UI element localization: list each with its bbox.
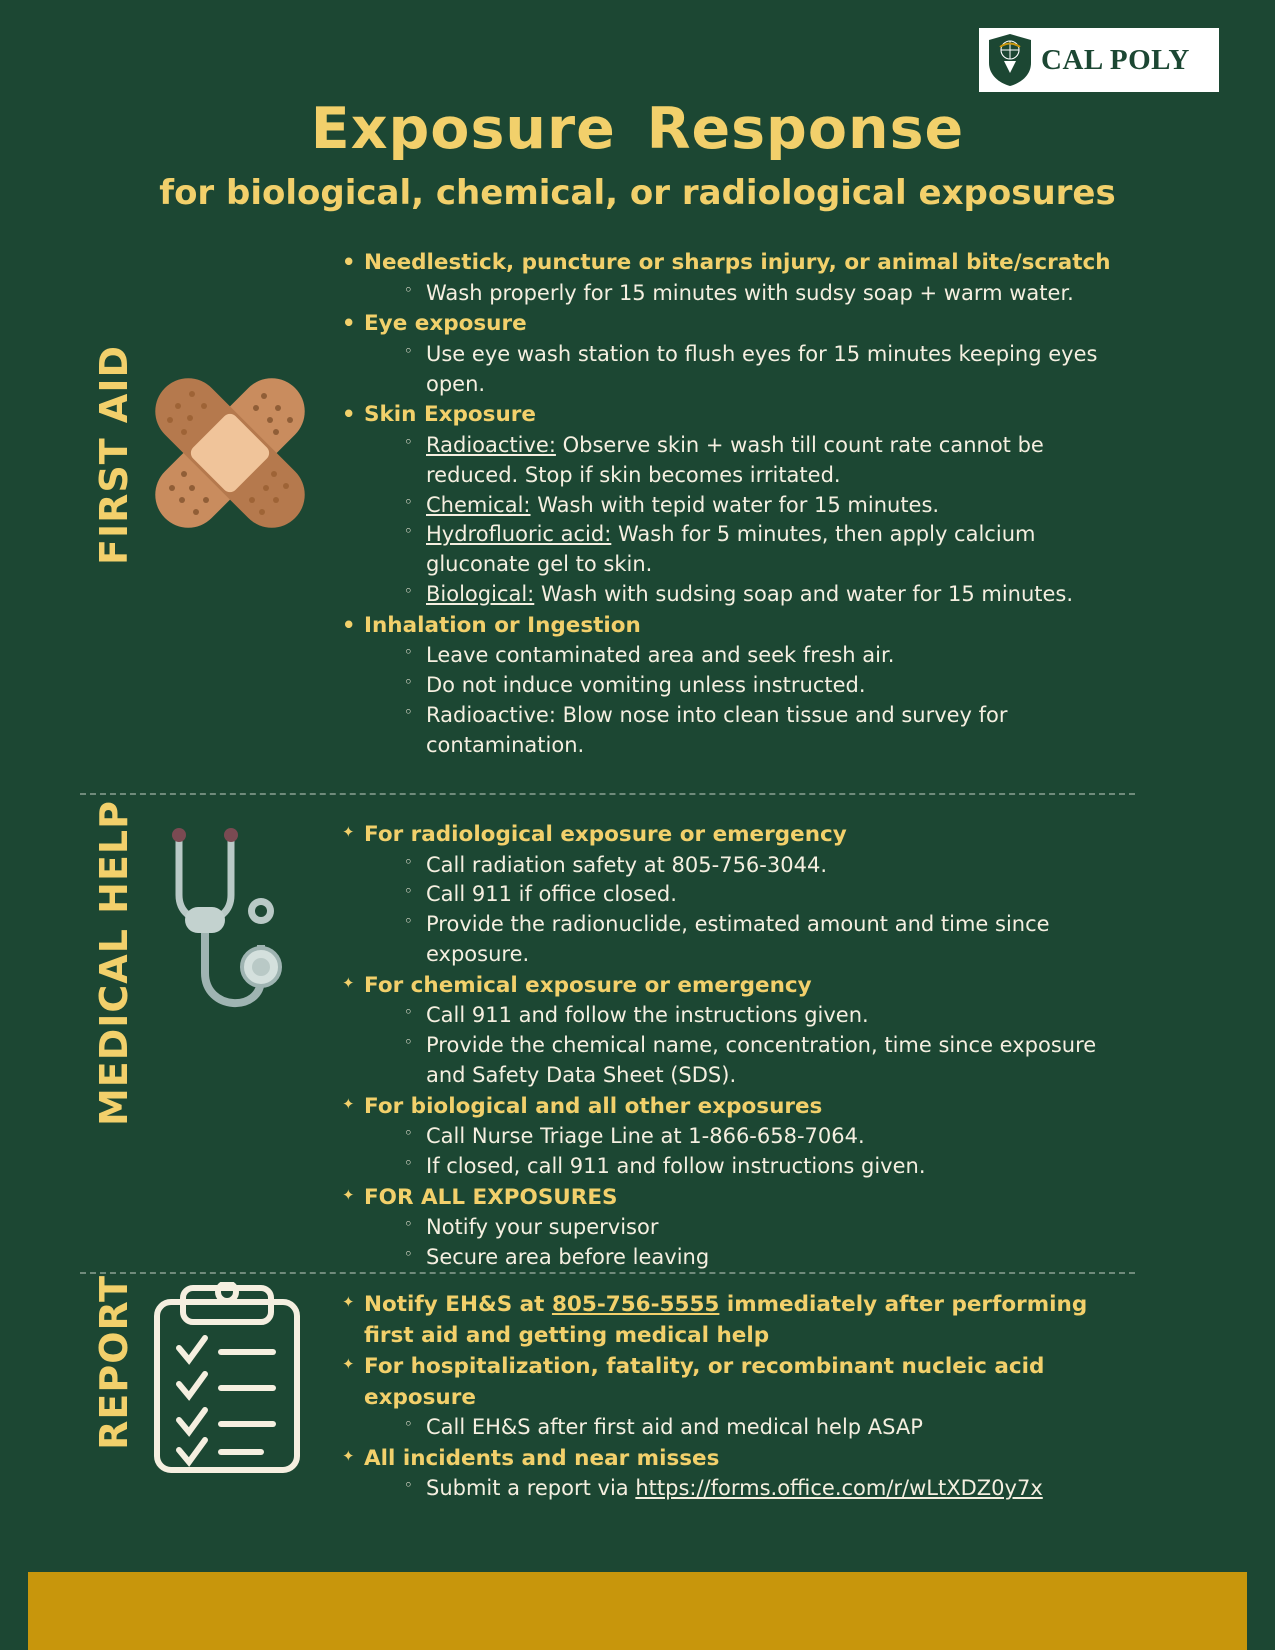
list-item-label: Eye exposure: [364, 311, 527, 337]
emphasis-label: Chemical:: [426, 492, 531, 517]
list-item-label: For chemical exposure or emergency: [364, 972, 812, 998]
circle-bullet-icon: ◦: [404, 1003, 413, 1022]
bullet-icon: •: [342, 612, 356, 637]
bullet-icon: •: [342, 311, 356, 336]
list-item: [396, 1122, 1126, 1152]
list-item: [396, 851, 1126, 881]
report-form-link[interactable]: https://forms.office.com/r/wLtXDZ0y7x: [635, 1476, 1043, 1501]
circle-bullet-icon: ◦: [404, 582, 413, 601]
list-item-label: Call 911 and follow the instructions given.: [426, 1003, 869, 1028]
list-item: [396, 1413, 1126, 1443]
list-item: [396, 701, 1126, 761]
cal-poly-logo: [979, 28, 1219, 92]
list-item-label: Wash with sudsing soap and water for 15 minutes.: [534, 582, 1074, 607]
list-item: [336, 1183, 1126, 1273]
list-item-label: All incidents and near misses: [364, 1445, 720, 1471]
list-item-label: Notify EH&S at: [364, 1292, 552, 1317]
list-item: [396, 1213, 1126, 1243]
list-item: [336, 1444, 1126, 1504]
page-subtitle: for biological, chemical, or radiological exposures: [159, 173, 1116, 213]
list-item-label: Call Nurse Triage Line at 1-866-658-7064.: [426, 1124, 865, 1149]
circle-bullet-icon: ◦: [404, 673, 413, 692]
list-item-label: Radioactive: Blow nose into clean tissue and survey for contamination.: [426, 703, 1008, 757]
circle-bullet-icon: ◦: [404, 341, 413, 360]
bandage-icon: [140, 358, 320, 552]
diamond-bullet-icon: ✦: [342, 973, 355, 992]
list-item: [336, 1352, 1126, 1443]
list-item: [336, 820, 1126, 970]
diamond-bullet-icon: ✦: [342, 1094, 355, 1113]
list-item-label: Provide the chemical name, concentration, time since exposure and Safety Data Sheet (SDS).: [426, 1033, 1097, 1087]
list-item-label: Observe skin + wash till count rate cannot be reduced. Stop if skin becomes irritated.: [426, 432, 1044, 487]
circle-bullet-icon: ◦: [404, 1415, 413, 1434]
list-item: [396, 279, 1126, 309]
circle-bullet-icon: ◦: [404, 852, 413, 871]
circle-bullet-icon: ◦: [404, 1154, 413, 1173]
circle-bullet-icon: ◦: [404, 882, 413, 901]
diamond-bullet-icon: ✦: [342, 823, 355, 841]
list-item-label: For radiological exposure or emergency: [364, 822, 847, 847]
list-item-label: Notify your supervisor: [426, 1215, 659, 1240]
medical-help-list: [336, 820, 1126, 1273]
list-item-label: Secure area before leaving: [426, 1245, 710, 1270]
list-item-label: Wash with tepid water for 15 minutes.: [530, 492, 940, 517]
list-item-label: For hospitalization, fatality, or recombinant nucleic acid exposure: [364, 1354, 1045, 1410]
list-item: [396, 1474, 1126, 1504]
report-content: [336, 1290, 1126, 1505]
list-item: [396, 1001, 1126, 1031]
emphasis-label: Radioactive:: [426, 432, 556, 457]
diamond-bullet-icon: ✦: [342, 1293, 355, 1311]
emphasis-label: Hydrofluoric acid:: [426, 522, 612, 547]
list-item-label: Provide the radionuclide, estimated amount and time since exposure.: [426, 912, 1050, 966]
list-item-label: Submit a report via: [426, 1476, 636, 1501]
list-item: [336, 1290, 1126, 1351]
emphasis-label: Biological:: [426, 582, 535, 607]
clipboard-icon: [143, 1282, 313, 1486]
circle-bullet-icon: ◦: [404, 432, 413, 451]
list-item-label: Needlestick, puncture or sharps injury, or animal bite/scratch: [364, 250, 1111, 275]
list-item: [396, 1243, 1126, 1273]
bottom-accent-bar: [28, 1572, 1247, 1650]
list-item-label: FOR ALL EXPOSURES: [364, 1184, 618, 1210]
list-item: [336, 971, 1126, 1091]
circle-bullet-icon: ◦: [404, 1245, 413, 1264]
list-item-label: Inhalation or Ingestion: [364, 612, 641, 638]
list-item: [396, 671, 1126, 701]
diamond-bullet-icon: ✦: [342, 1355, 355, 1374]
first-aid-content: [336, 248, 1126, 762]
list-item: [336, 611, 1126, 761]
circle-bullet-icon: ◦: [404, 1476, 413, 1495]
list-item-label: Use eye wash station to flush eyes for 15 minutes keeping eyes open.: [426, 341, 1098, 396]
list-item-label: For biological and all other exposures: [364, 1093, 823, 1119]
list-item: [336, 309, 1126, 399]
bullet-icon: •: [342, 402, 356, 427]
list-item-label: Skin Exposure: [364, 402, 536, 428]
diamond-bullet-icon: ✦: [342, 1446, 355, 1465]
list-item: [396, 910, 1126, 970]
list-item: [396, 520, 1126, 580]
circle-bullet-icon: ◦: [404, 912, 413, 931]
list-item-label: If closed, call 911 and follow instructions given.: [426, 1154, 926, 1179]
shield-icon: [987, 33, 1033, 87]
section-label-first-aid: FIRST AID: [92, 345, 136, 565]
circle-bullet-icon: ◦: [404, 703, 413, 721]
first-aid-list: [336, 248, 1126, 761]
list-item: [396, 641, 1126, 671]
list-item: [396, 580, 1126, 610]
list-item: [396, 491, 1126, 521]
section-divider: [80, 793, 1135, 795]
list-item: [336, 1092, 1126, 1182]
list-item-label: Do not induce vomiting unless instructed.: [426, 673, 866, 698]
circle-bullet-icon: ◦: [404, 1215, 413, 1234]
list-item-label: Wash properly for 15 minutes with sudsy soap + warm water.: [426, 280, 1074, 305]
list-item: [396, 340, 1126, 400]
list-item: [396, 1031, 1126, 1091]
stethoscope-icon: [145, 815, 315, 1079]
logo-text: CAL POLY: [1041, 43, 1190, 76]
circle-bullet-icon: ◦: [404, 643, 413, 662]
list-item-label: Wash for 5 minutes, then apply calcium gluconate gel to skin.: [426, 522, 1036, 577]
section-label-report: REPORT: [92, 1275, 136, 1450]
circle-bullet-icon: ◦: [404, 522, 413, 541]
page-title: Exposure Response: [310, 96, 965, 162]
list-item: [336, 248, 1126, 308]
list-item: [396, 431, 1126, 491]
section-label-medical-help: MEDICAL HELP: [92, 800, 136, 1127]
list-item-label: immediately after performing first aid and getting medical help: [364, 1292, 1088, 1348]
bullet-icon: •: [342, 250, 356, 274]
list-item-label: Call EH&S after first aid and medical help ASAP: [426, 1415, 923, 1440]
diamond-bullet-icon: ✦: [342, 1185, 355, 1204]
circle-bullet-icon: ◦: [404, 1124, 413, 1143]
list-item: [396, 1152, 1126, 1182]
report-list: [336, 1290, 1126, 1504]
medical-help-content: [336, 820, 1126, 1274]
list-item-label: Call 911 if office closed.: [426, 882, 677, 907]
list-item: [396, 880, 1126, 910]
circle-bullet-icon: ◦: [404, 280, 413, 299]
list-item-label: Call radiation safety at 805-756-3044.: [426, 852, 827, 877]
phone-number[interactable]: 805-756-5555: [551, 1292, 720, 1317]
list-item: [336, 400, 1126, 609]
list-item-label: Leave contaminated area and seek fresh air.: [426, 643, 895, 668]
circle-bullet-icon: ◦: [404, 1033, 413, 1052]
circle-bullet-icon: ◦: [404, 492, 413, 511]
